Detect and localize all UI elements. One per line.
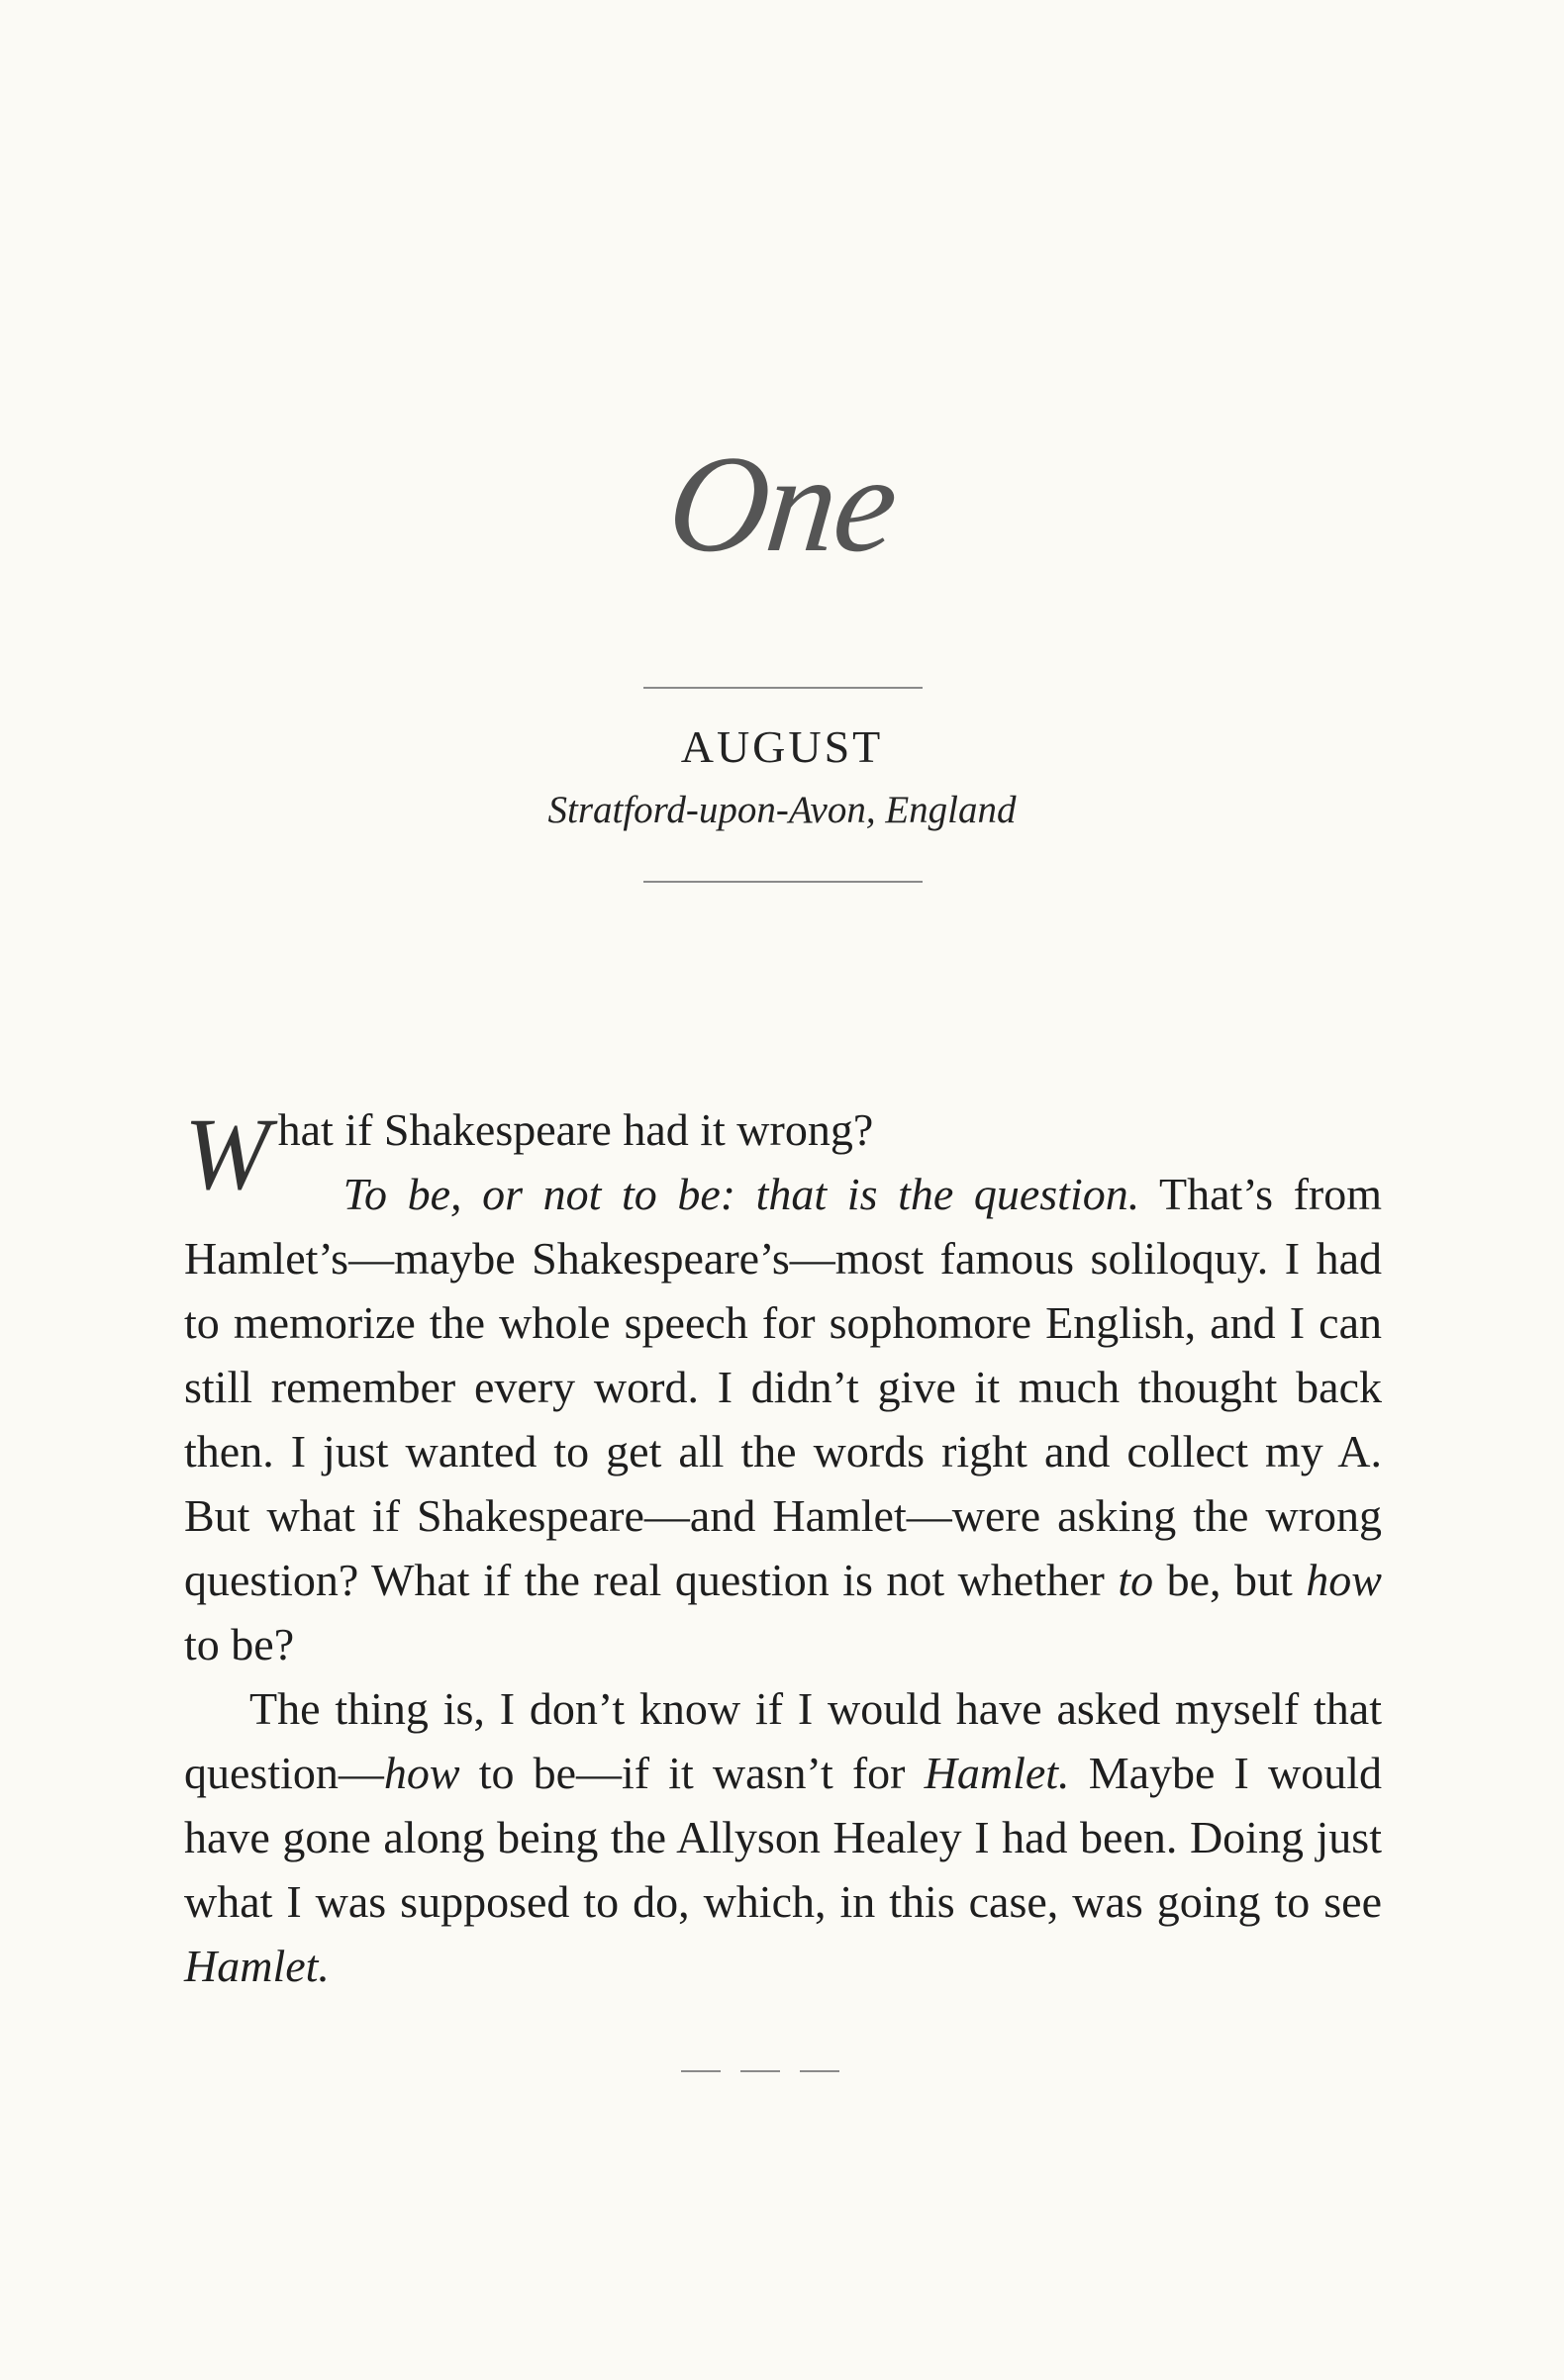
section-break-dash — [681, 2070, 721, 2072]
paragraph-2-text-c: to be? — [184, 1619, 295, 1669]
paragraph-3-text-b: to be—if it wasn’t for — [459, 1748, 925, 1798]
section-break-dash — [800, 2070, 839, 2072]
chapter-title: One — [661, 428, 903, 581]
chapter-place: Stratford-upon-Avon, England — [547, 789, 1017, 831]
chapter-body — [184, 1054, 1382, 1998]
section-break-dash — [740, 2070, 780, 2072]
hamlet-quote: To be, or not to be: that is the question. — [342, 1169, 1140, 1219]
emphasis-how-2: how — [383, 1748, 460, 1798]
drop-cap: W — [184, 1097, 270, 1211]
paragraph-3-text-c: Maybe I would have gone along being the Allyson Healey I had been. Doing just what I was supposed to do, which, in this case, was going to see — [184, 1748, 1382, 1927]
paragraph-3 — [184, 1676, 1382, 1998]
bottom-divider — [643, 881, 923, 883]
paragraph-2-text-b: be, but — [1153, 1555, 1307, 1605]
title-hamlet-1: Hamlet. — [924, 1748, 1070, 1798]
paragraph-2 — [184, 1162, 1382, 1676]
top-divider — [643, 687, 923, 689]
paragraph-1-text: hat if Shakespeare had it wrong? — [277, 1104, 874, 1155]
paragraph-2-text-a: That’s from Hamlet’s—maybe Shakespeare’s—most famous soliloquy. I had to memorize the whole speech for sophomore English, and I can still remember every word. I didn’t give it much thought back then. I just wanted to get all the words right and collect my A. But what if Shakespeare—and Hamlet—were asking the wrong question? What if the real question is not whether — [184, 1169, 1382, 1605]
paragraph-3-text-a: The thing is, I don’t know if I would have asked myself that question— — [184, 1683, 1382, 1798]
emphasis-to: to — [1118, 1555, 1154, 1605]
chapter-month: AUGUST — [680, 721, 884, 772]
emphasis-how: how — [1306, 1555, 1382, 1605]
title-hamlet-2: Hamlet. — [184, 1941, 330, 1991]
